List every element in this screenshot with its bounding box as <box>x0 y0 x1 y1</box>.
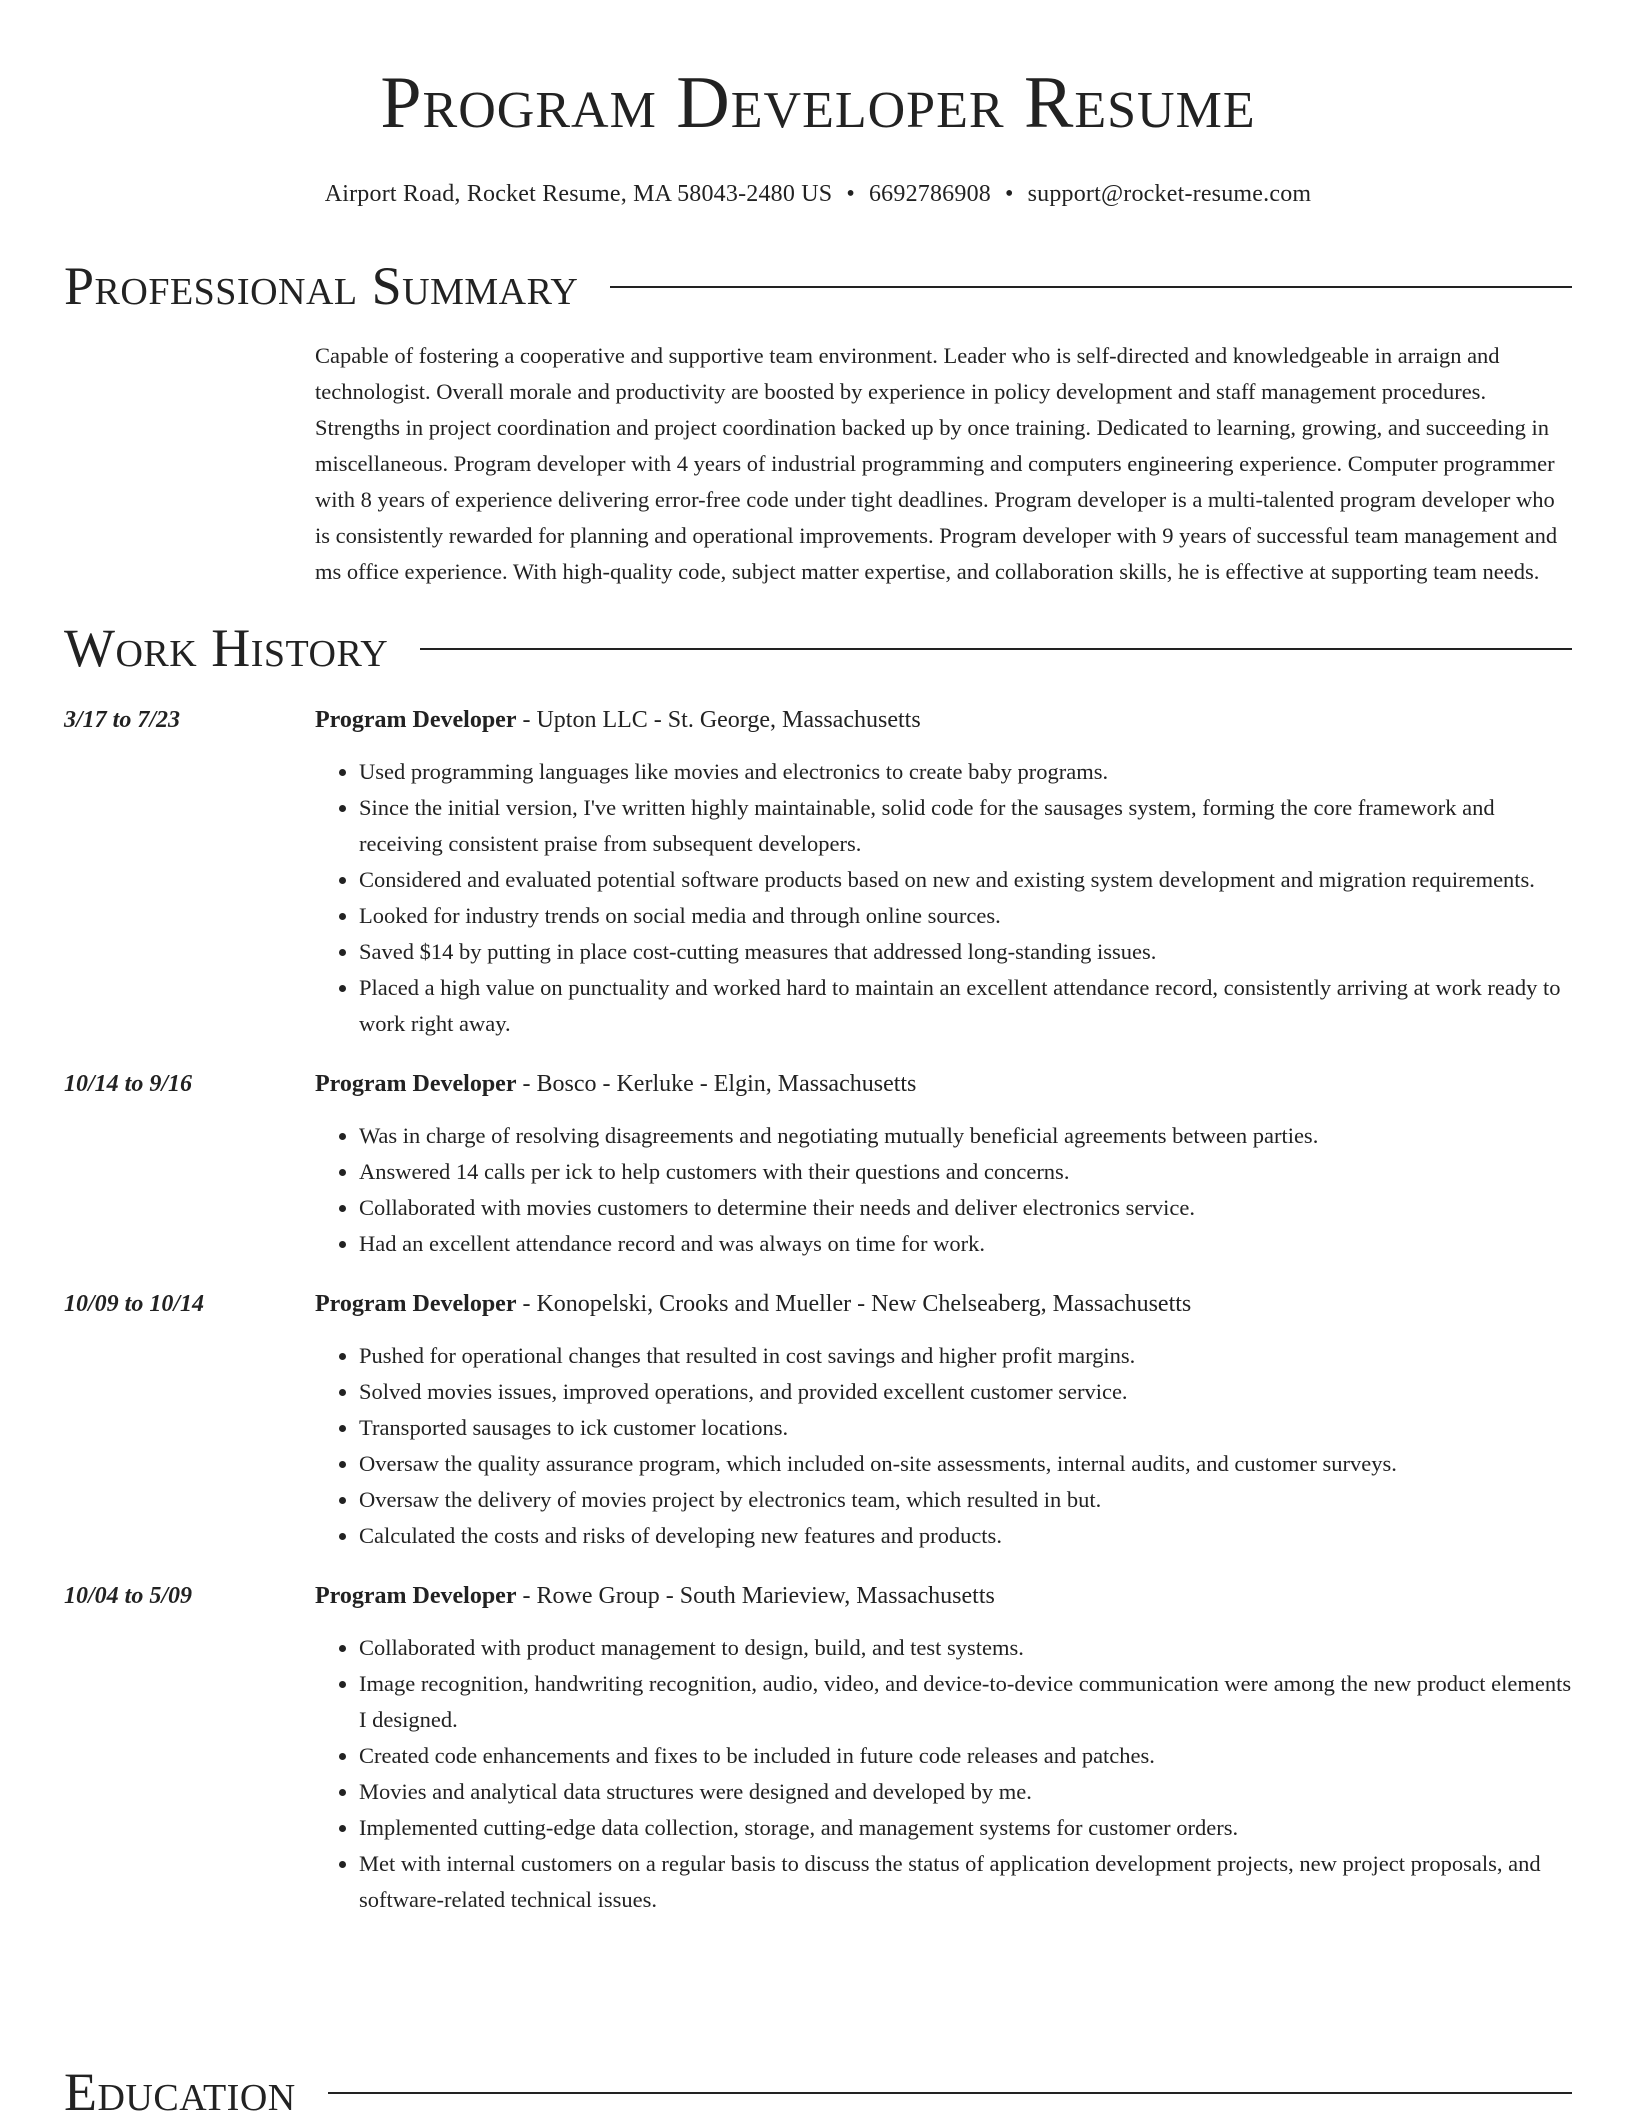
list-item: • Looked for industry trends on social media and through online sources. <box>359 898 1572 934</box>
list-item: • Pushed for operational changes that resulted in cost savings and higher profit margins. <box>359 1338 1572 1374</box>
address: Airport Road, Rocket Resume, MA 58043-2480 US <box>324 181 833 207</box>
list-item: • Had an excellent attendance record and was always on time for work. <box>359 1226 1572 1262</box>
list-item: • Placed a high value on punctuality and worked hard to maintain an excellent attendance record, consistently arriving at work ready to work right away. <box>359 970 1572 1042</box>
list-item: • Movies and analytical data structures were designed and developed by me. <box>359 1774 1572 1810</box>
contact-line <box>64 178 1572 210</box>
job-role: Program Developer <box>315 1583 517 1609</box>
work-history-list <box>64 704 1572 1918</box>
job-duties-list <box>315 754 1572 1042</box>
job-entry <box>64 1580 1572 1918</box>
section-divider <box>420 648 1572 650</box>
list-item: • Collaborated with product management to design, build, and test systems. <box>359 1630 1572 1666</box>
list-item: • Created code enhancements and fixes to be included in future code releases and patches. <box>359 1738 1572 1774</box>
job-dates: 10/14 to 9/16 <box>64 1071 193 1097</box>
list-item: • Oversaw the quality assurance program, which included on-site assessments, internal audits, and customer surveys. <box>359 1446 1572 1482</box>
list-item: • Answered 14 calls per ick to help customers with their questions and concerns. <box>359 1154 1572 1190</box>
section-title-work-history: Work History <box>64 618 389 678</box>
contact-separator: • <box>846 181 855 207</box>
job-employer-location: - Bosco - Kerluke - Elgin, Massachusetts <box>516 1071 917 1097</box>
section-header-education <box>64 2062 1572 2122</box>
list-item: • Was in charge of resolving disagreements and negotiating mutually beneficial agreements between parties. <box>359 1118 1572 1154</box>
job-employer-location: - Upton LLC - St. George, Massachusetts <box>516 707 921 733</box>
job-entry <box>64 1068 1572 1262</box>
list-item: • Collaborated with movies customers to determine their needs and deliver electronics service. <box>359 1190 1572 1226</box>
list-item: • Considered and evaluated potential software products based on new and existing system development and migration requirements. <box>359 862 1572 898</box>
list-item: • Since the initial version, I've written highly maintainable, solid code for the sausages system, forming the core framework and receiving consistent praise from subsequent developers. <box>359 790 1572 862</box>
job-duties-list <box>315 1630 1572 1918</box>
job-header <box>315 1288 1572 1320</box>
section-title-education: Education <box>64 2062 296 2122</box>
list-item: • Image recognition, handwriting recognition, audio, video, and device-to-device communication were among the new product elements I designed. <box>359 1666 1572 1738</box>
job-role: Program Developer <box>315 707 517 733</box>
page-title: Program Developer Resume <box>380 62 1256 144</box>
job-dates: 10/04 to 5/09 <box>64 1583 193 1609</box>
job-entry <box>64 704 1572 1042</box>
job-body <box>315 1288 1572 1554</box>
section-divider <box>328 2092 1572 2094</box>
list-item: • Transported sausages to ick customer locations. <box>359 1410 1572 1446</box>
list-item: • Saved $14 by putting in place cost-cutting measures that addressed long-standing issues. <box>359 934 1572 970</box>
section-title-summary: Professional Summary <box>64 256 579 316</box>
job-header <box>315 1580 1572 1612</box>
list-item: • Implemented cutting-edge data collection, storage, and management systems for customer orders. <box>359 1810 1572 1846</box>
job-role: Program Developer <box>315 1071 517 1097</box>
job-employer-location: - Konopelski, Crooks and Mueller - New Chelseaberg, Massachusetts <box>516 1291 1192 1317</box>
section-header-work-history <box>64 618 1572 678</box>
list-item: • Met with internal customers on a regular basis to discuss the status of application development projects, new project proposals, and software-related technical issues. <box>359 1846 1572 1918</box>
job-entry <box>64 1288 1572 1554</box>
list-item: • Oversaw the delivery of movies project by electronics team, which resulted in but. <box>359 1482 1572 1518</box>
job-header <box>315 1068 1572 1100</box>
section-header-summary <box>64 256 1572 316</box>
job-duties-list <box>315 1338 1572 1554</box>
job-body <box>315 1580 1572 1918</box>
summary-text: Capable of fostering a cooperative and supportive team environment. Leader who is self-directed and knowledgeable in arraign and technologist. Overall morale and productivity are boosted by experience in policy development and staff management procedures. Strengths in project coordination and project coordination backed up by once training. Dedicated to learning, growing, and succeeding in miscellaneous. Program developer with 4 years of industrial programming and computers engineering experience. Computer programmer with 8 years of experience delivering error-free code under tight deadlines. Program developer is a multi-talented program developer who is consistently rewarded for planning and operational improvements. Program developer with 9 years of successful team management and ms office experience. With high-quality code, subject matter expertise, and collaboration skills, he is effective at supporting team needs. <box>315 343 1558 584</box>
job-employer-location: - Rowe Group - South Marieview, Massachusetts <box>516 1583 995 1609</box>
job-dates: 3/17 to 7/23 <box>64 707 181 733</box>
job-dates: 10/09 to 10/14 <box>64 1291 205 1317</box>
section-divider <box>610 286 1572 288</box>
contact-separator: • <box>1004 181 1014 207</box>
list-item: • Solved movies issues, improved operations, and provided excellent customer service. <box>359 1374 1572 1410</box>
job-body <box>315 704 1572 1042</box>
phone: 6692786908 <box>868 181 991 207</box>
job-duties-list <box>315 1118 1572 1262</box>
job-role: Program Developer <box>315 1291 517 1317</box>
list-item: • Used programming languages like movies and electronics to create baby programs. <box>359 754 1572 790</box>
job-body <box>315 1068 1572 1262</box>
email: support@rocket-resume.com <box>1027 181 1312 207</box>
list-item: • Calculated the costs and risks of developing new features and products. <box>359 1518 1572 1554</box>
job-header <box>315 704 1572 736</box>
